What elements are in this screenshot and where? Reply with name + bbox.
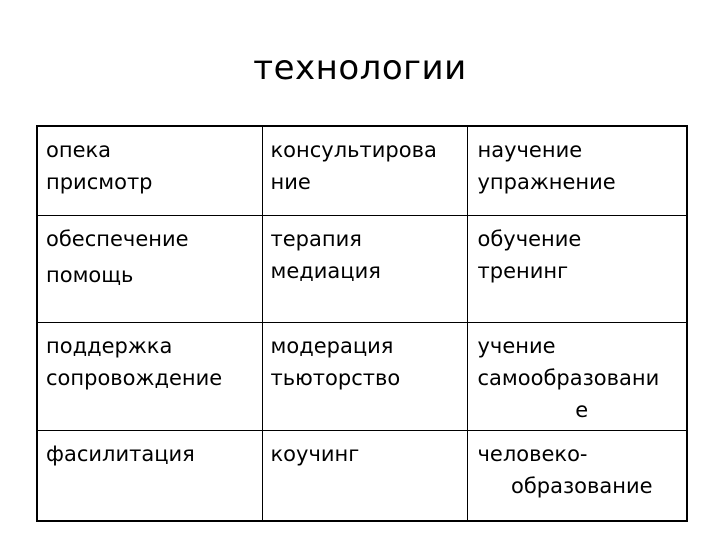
cell-line: человеко- xyxy=(477,441,588,466)
table-row xyxy=(37,126,687,215)
table-cell xyxy=(467,322,687,430)
table-row xyxy=(37,430,687,521)
cell-line: коучинг xyxy=(270,441,360,466)
cell-line: фасилитация xyxy=(46,441,195,466)
cell-line: научение xyxy=(477,138,583,162)
table-cell xyxy=(37,322,262,430)
table-cell xyxy=(262,126,467,215)
table-row xyxy=(37,322,687,430)
table-cell xyxy=(37,215,262,322)
cell-line: тьюторство xyxy=(270,365,401,390)
cell-line: опека xyxy=(46,138,112,162)
cell-line: помощь xyxy=(46,262,134,287)
cell-line: консультирова xyxy=(270,138,437,162)
cell-line: терапия xyxy=(270,226,362,251)
cell-line: самообразовани xyxy=(477,365,660,390)
cell-line: тренинг xyxy=(477,258,569,283)
cell-line: поддержка xyxy=(46,333,173,358)
cell-line: сопровождение xyxy=(46,365,223,390)
cell-line: обеспечение xyxy=(46,226,189,251)
cell-line: е xyxy=(575,397,589,422)
table-cell xyxy=(37,126,262,215)
table-row xyxy=(37,215,687,322)
page-title: технологии xyxy=(253,48,467,88)
table-cell xyxy=(37,430,262,521)
cell-line: учение xyxy=(477,333,556,358)
cell-line: медиация xyxy=(270,258,381,283)
cell-line: обучение xyxy=(477,226,582,251)
cell-line: упражнение xyxy=(477,170,616,194)
cell-line: ние xyxy=(270,170,311,194)
table-cell xyxy=(262,322,467,430)
table-cell xyxy=(262,215,467,322)
table-cell xyxy=(467,126,687,215)
table-cell xyxy=(467,430,687,521)
table-cell xyxy=(467,215,687,322)
cell-line: образование xyxy=(510,473,653,498)
table-cell xyxy=(262,430,467,521)
cell-line: модерация xyxy=(270,333,394,358)
technologies-table xyxy=(36,125,688,522)
cell-line: присмотр xyxy=(46,170,153,194)
